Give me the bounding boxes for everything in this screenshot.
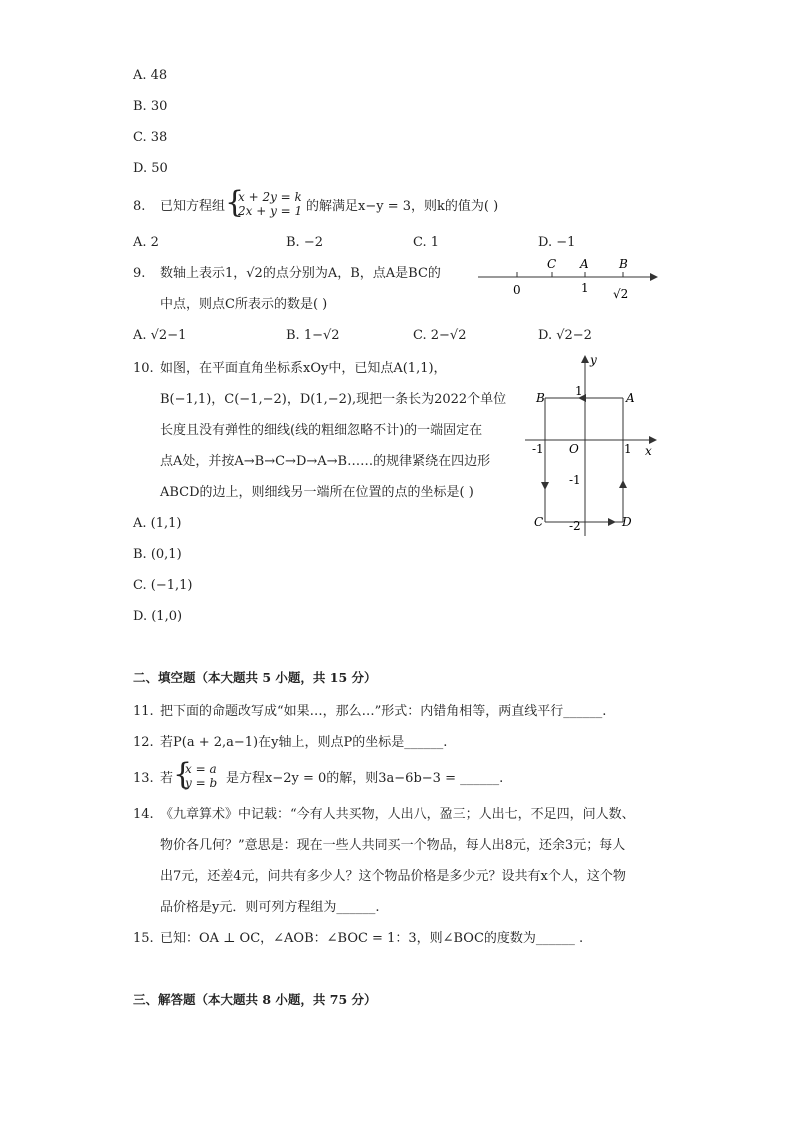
q14-number: 14. [133,807,154,822]
tick-neg2-y: -2 [569,519,581,533]
q13-eq2: y = b [185,776,218,790]
q13-pre: 若 [160,771,174,786]
q10-line1: 如图，在平面直角坐标系xOy中，已知点A(1,1)， [160,361,447,376]
q10-option-d: D. (1,0) [133,609,183,624]
q8-eq1: x + 2y = k [238,190,302,204]
label-b: B [536,391,545,405]
tick-1-y: 1 [575,384,583,398]
q8-option-a: A. 2 [133,235,159,250]
q14-line4: 品价格是y元．则可列方程组为______. [160,900,380,915]
q12-text: 若P(a + 2,a−1)在y轴上，则点P的坐标是______. [160,735,448,750]
q7-option-d: D. 50 [133,161,168,176]
q10-line5: ABCD的边上，则细线另一端所在位置的点的坐标是( ) [160,485,474,500]
q10-line3: 长度且没有弹性的细线(线的粗细忽略不计)的一端固定在 [160,423,483,438]
q10-option-b: B. (0,1) [133,547,182,562]
q9-option-d: D. √2−2 [538,328,592,343]
q9-option-c: C. 2−√2 [413,328,467,343]
q8-option-c: C. 1 [413,235,440,250]
q8-option-d: D. −1 [538,235,576,250]
tick-1-x: 1 [624,442,632,456]
tick-neg1-x: -1 [532,442,544,456]
q9-line2: 中点，则点C所表示的数是( ) [160,297,328,312]
q10-option-a: A. (1,1) [133,516,182,531]
q12-number: 12. [133,735,154,750]
q14-line1: 《九章算术》中记载：“今有人共买物，人出八，盈三；人出七，不足四，问人数、 [160,807,635,822]
number-line-figure [470,252,670,306]
q15-number: 15. [133,931,154,946]
label-a: A [626,391,635,405]
q7-option-a: A. 48 [133,68,168,83]
q15-text: 已知：OA ⊥ OC，∠AOB：∠BOC = 1：3，则∠BOC的度数为______ . [160,931,584,946]
q7-option-b: B. 30 [133,99,168,114]
label-d: D [622,515,632,529]
q8-number: 8. [133,199,146,214]
label-b: B [619,257,628,271]
q8-brace: { [225,185,245,220]
q9-option-b: B. 1−√2 [286,328,340,343]
q13-post: 是方程x−2y = 0的解，则3a−6b−3 = ______. [226,771,504,786]
label-x: x [645,444,652,458]
q9-line1: 数轴上表示1，√2的点分别为A，B，点A是BC的 [160,266,441,281]
label-c: C [534,515,544,529]
label-y: y [590,353,597,367]
label-zero: 0 [513,283,521,297]
q8-text-pre: 已知方程组 [160,199,226,214]
q13-brace: { [173,757,193,792]
tick-neg1-y: -1 [569,473,581,487]
label-a: A [580,257,589,271]
q10-option-c: C. (−1,1) [133,578,193,593]
q7-option-c: C. 38 [133,130,168,145]
q14-line3: 出7元，还差4元，问共有多少人？这个物品价格是多少元？设共有x个人，这个物 [160,869,626,884]
q13-eq1: x = a [185,762,217,776]
q10-line4: 点A处，并按A→B→C→D→A→B……的规律紧绕在四边形 [160,454,491,469]
q13-number: 13. [133,771,154,786]
q10-line2: B(−1,1)，C(−1,−2)，D(1,−2),现把一条长为2022个单位 [160,392,507,407]
q11-text: 把下面的命题改写成“如果…，那么…”形式：内错角相等，两直线平行______. [160,704,607,719]
label-c: C [547,257,557,271]
label-sqrt2: √2 [613,287,629,301]
q14-line2: 物价各几何？”意思是：现在一些人共同买一个物品，每人出8元，还余3元；每人 [160,838,626,853]
q8-eq2: 2x + y = 1 [238,204,303,218]
section-2-heading: 二、填空题（本大题共 5 小题，共 15 分） [133,670,377,685]
q9-number: 9. [133,266,146,281]
q11-number: 11. [133,704,154,719]
coordinate-figure [520,350,670,540]
q9-option-a: A. √2−1 [133,328,187,343]
label-o: O [569,442,579,456]
section-3-heading: 三、解答题（本大题共 8 小题，共 75 分） [133,992,377,1007]
label-one: 1 [581,281,589,295]
q10-number: 10. [133,361,154,376]
q8-text-post: 的解满足x−y = 3，则k的值为( ) [306,199,499,214]
q8-option-b: B. −2 [286,235,323,250]
